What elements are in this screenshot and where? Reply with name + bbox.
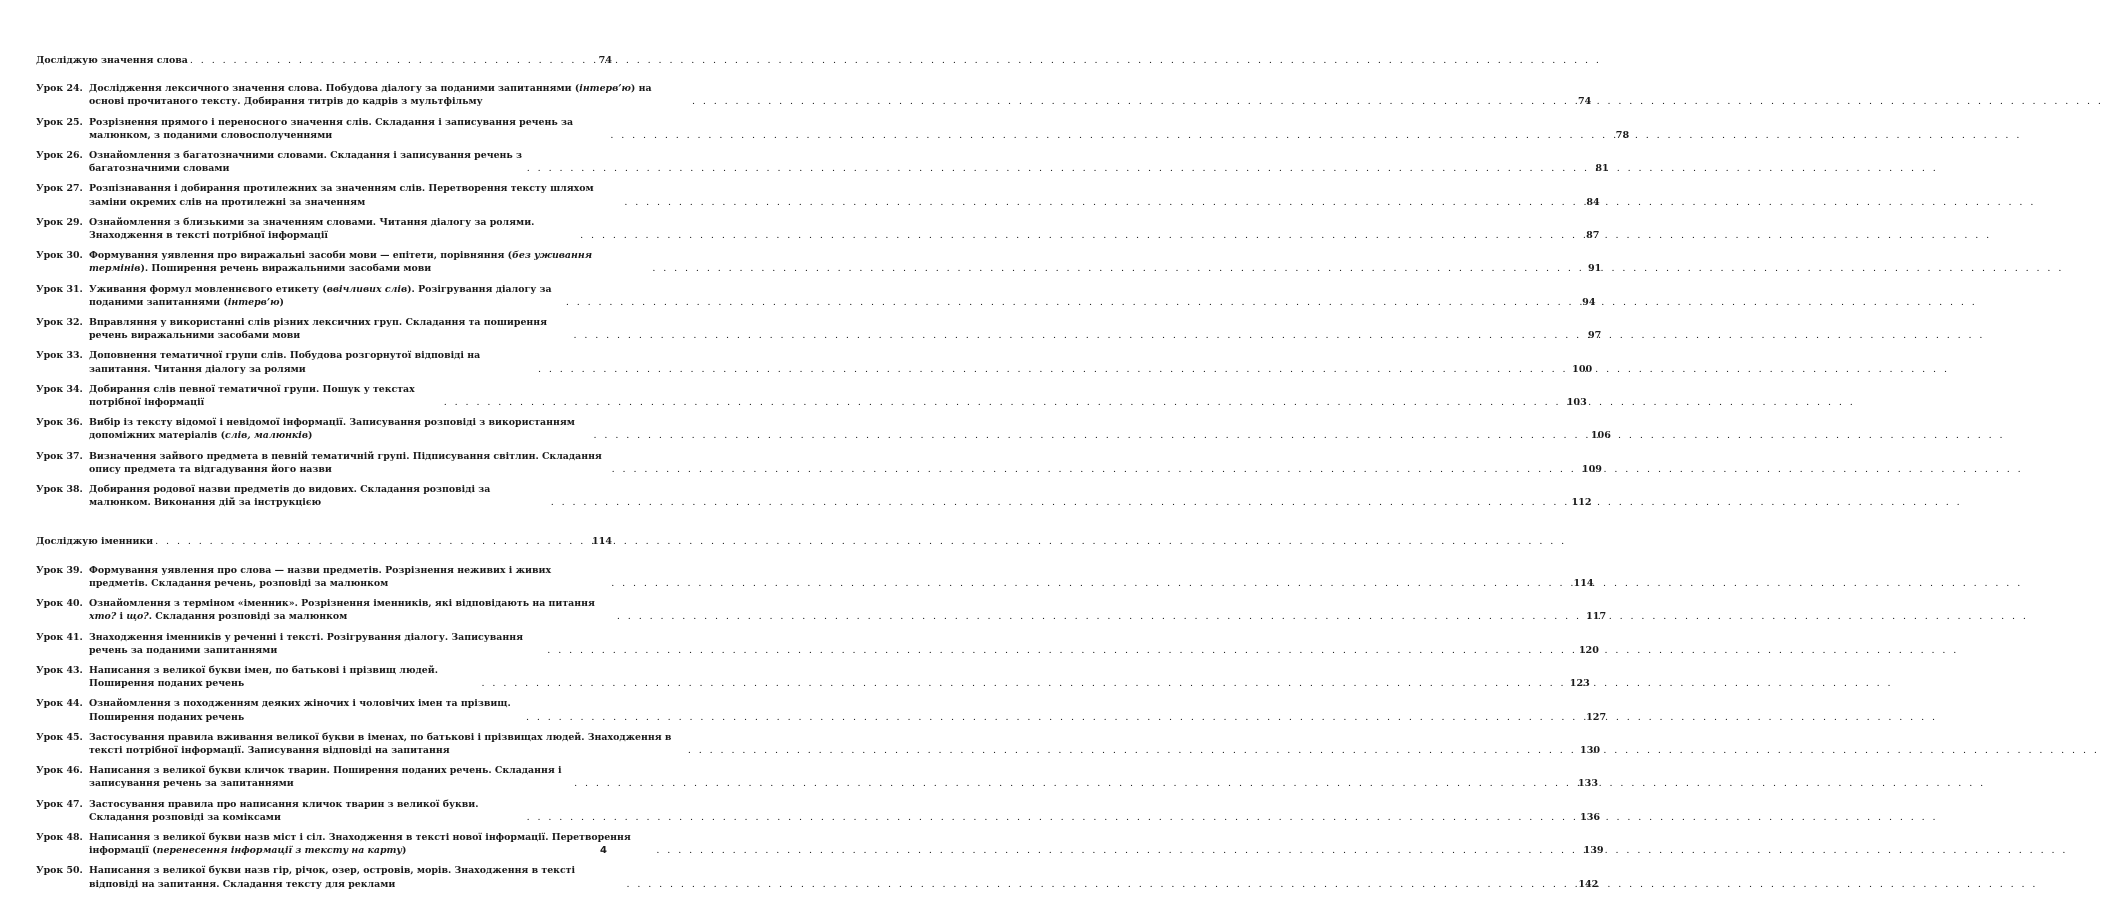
lesson-page: 81 xyxy=(1595,163,1609,175)
toc-entry xyxy=(36,764,1598,790)
lesson-page: 120 xyxy=(1578,644,1599,656)
dot-leader xyxy=(551,496,1570,509)
dot-leader xyxy=(527,811,1578,824)
lesson-page: 103 xyxy=(1566,397,1587,409)
lesson-title-part: Формування уявлення про слова — назви предметів. Розрізнення неживих і живих предметів. Складання речень, розповіді за малюнком xyxy=(89,564,552,589)
lesson-title xyxy=(89,697,524,723)
lesson-number: Урок 26. xyxy=(36,150,83,162)
toc-entry xyxy=(36,349,1593,375)
toc-entry xyxy=(36,483,1592,509)
toc-entry xyxy=(36,383,1587,409)
section-title: Досліджую іменники xyxy=(36,536,154,548)
lesson-page: 78 xyxy=(1615,129,1630,141)
lesson-title xyxy=(89,831,654,857)
dot-leader xyxy=(444,396,1565,409)
toc-entry xyxy=(36,316,1602,342)
lesson-number: Урок 44. xyxy=(36,698,83,710)
lesson-page: 97 xyxy=(1587,330,1602,342)
toc-entry xyxy=(36,831,1604,857)
lesson-title xyxy=(89,864,624,890)
lesson-number: Урок 36. xyxy=(36,417,83,429)
lesson-title-part: Добирання родової назви предметів до видових. Складання розповіді за малюнком. Виконання дій за інструкцією xyxy=(89,484,491,509)
lesson-title-italic: без уживання термінів xyxy=(89,250,593,275)
lesson-page: 142 xyxy=(1578,878,1599,890)
lesson-title-part: Написання з великої букви кличок тварин. Поширення поданих речень. Складання і записування речень за запитаннями xyxy=(89,765,562,790)
lesson-title xyxy=(89,149,525,175)
dot-leader xyxy=(482,677,1568,690)
lesson-title-part: ). Поширення речень виражальними засобами мови xyxy=(140,263,432,275)
dot-leader xyxy=(594,429,1589,442)
table-of-contents xyxy=(36,54,1630,898)
lesson-page: 87 xyxy=(1586,230,1600,242)
dot-leader xyxy=(574,777,1576,790)
lesson-page: 139 xyxy=(1583,845,1604,857)
lesson-title xyxy=(89,249,650,275)
toc-entry xyxy=(36,864,1599,890)
lesson-page: 130 xyxy=(1580,744,1601,756)
lesson-title-part: Ознайомлення з терміном «іменник». Розрізнення іменників, які відповідають на питання xyxy=(89,598,595,610)
lesson-page: 136 xyxy=(1580,811,1601,823)
lesson-title xyxy=(89,731,686,757)
lesson-title xyxy=(89,416,592,442)
lesson-title-part: Написання з великої букви назв міст і сіл. Знаходження в тексті нової інформації. Перетворення інформації ( xyxy=(89,831,631,857)
lesson-page: 106 xyxy=(1590,430,1611,442)
toc-entry xyxy=(36,450,1602,476)
lesson-title-part: Розпізнавання і добирання протилежних за значенням слів. Перетворення тексту шляхом заміни окремих слів на протилежні за значенням xyxy=(89,183,594,208)
section-title: Досліджую значення слова xyxy=(36,55,188,66)
lesson-title xyxy=(89,283,564,309)
lesson-title-part: Доповнення тематичної групи слів. Побудова розгорнутої відповіді на запитання. Читання діалогу за ролями xyxy=(89,350,481,375)
lesson-title xyxy=(89,798,525,824)
lesson-title-italic: що? xyxy=(126,611,149,623)
lesson-page: 114 xyxy=(1573,577,1594,589)
dot-leader xyxy=(626,878,1576,891)
lesson-title-italic: перенесення інформації з тексту на карту xyxy=(156,845,403,857)
dot-leader xyxy=(547,644,1577,657)
lesson-title-italic: інтерв’ю xyxy=(579,83,631,95)
lesson-title-part: ) на основі прочитаного тексту. Добирання титрів до кадрів з мультфільму xyxy=(89,83,652,108)
dot-leader xyxy=(656,844,1581,857)
lesson-page: 100 xyxy=(1572,363,1593,375)
lesson-title xyxy=(89,564,609,590)
lesson-page: 112 xyxy=(1571,497,1592,509)
toc-entry xyxy=(36,249,1602,275)
lesson-title-italic: хто? xyxy=(89,611,117,623)
dot-leader xyxy=(580,229,1584,242)
lesson-title-part: Вибір із тексту відомої і невідомої інформації. Записування розповіді з використанням допоміжних матеріалів ( xyxy=(89,417,575,442)
lesson-number: Урок 34. xyxy=(36,383,83,395)
lesson-number: Урок 39. xyxy=(36,564,83,576)
lesson-title xyxy=(89,450,610,476)
lesson-number: Урок 45. xyxy=(36,731,83,743)
dot-leader xyxy=(566,296,1580,309)
lesson-title xyxy=(89,182,622,208)
lesson-page: 91 xyxy=(1587,263,1602,275)
lesson-page: 94 xyxy=(1582,296,1596,308)
lesson-page: 117 xyxy=(1586,611,1607,623)
lesson-title xyxy=(89,631,545,657)
lesson-title-part: Ознайомлення з багатозначними словами. Складання і записування речень з багатозначними словами xyxy=(89,150,523,175)
lesson-title xyxy=(89,764,572,790)
toc-entry xyxy=(36,182,1600,208)
dot-leader xyxy=(617,610,1584,623)
lesson-title-italic: інтерв’ю xyxy=(227,296,280,308)
lesson-title-part: ) xyxy=(279,296,284,308)
lesson-number: Урок 38. xyxy=(36,484,83,496)
lesson-number: Урок 37. xyxy=(36,450,83,462)
lesson-title-part: Ознайомлення з походженням деяких жіночих і чоловічих імен та прізвищ. Поширення поданих речень xyxy=(89,698,511,723)
toc-entry xyxy=(36,82,1592,108)
lesson-number: Урок 30. xyxy=(36,250,83,262)
lesson-page: 123 xyxy=(1569,678,1590,690)
lesson-number: Урок 29. xyxy=(36,216,83,228)
dot-leader xyxy=(190,54,597,67)
lesson-number: Урок 48. xyxy=(36,831,83,843)
toc-entry xyxy=(36,116,1630,142)
lesson-page: 84 xyxy=(1586,196,1600,208)
lesson-title-part: ) xyxy=(307,430,313,442)
toc-entry xyxy=(36,149,1609,175)
lesson-title-italic: ввічливих слів xyxy=(326,283,408,295)
lesson-number: Урок 31. xyxy=(36,283,83,295)
lesson-number: Урок 27. xyxy=(36,183,83,195)
dot-leader xyxy=(155,535,590,548)
lesson-title-part: Застосування правила про написання кличок тварин з великої букви. Складання розповіді за коміксами xyxy=(89,798,479,823)
lesson-number: Урок 46. xyxy=(36,765,83,777)
lesson-number: Урок 47. xyxy=(36,798,83,810)
toc-entry xyxy=(36,798,1601,824)
toc-entry xyxy=(36,697,1607,723)
lesson-title xyxy=(89,664,480,690)
lesson-title-part: Вправляння у використанні слів різних лексичних груп. Складання та поширення речень виражальними засобами мови xyxy=(89,317,548,342)
dot-leader xyxy=(612,463,1580,476)
lesson-title xyxy=(89,216,578,242)
lesson-title-part: і xyxy=(116,611,127,623)
lesson-title-part: Визначення зайвого предмета в певній тематичній групі. Підписування світлин. Складання опису предмета та відгадування його назви xyxy=(89,450,602,475)
lesson-number: Урок 33. xyxy=(36,350,83,362)
toc-entry xyxy=(36,731,1601,757)
dot-leader xyxy=(527,162,1594,175)
dot-leader xyxy=(526,711,1584,724)
lesson-title xyxy=(89,82,690,108)
section-page: 114 xyxy=(591,536,612,548)
lesson-title xyxy=(89,597,615,623)
toc-entry xyxy=(36,664,1590,690)
lesson-title xyxy=(89,116,608,142)
lesson-number: Урок 25. xyxy=(36,116,83,128)
lesson-title-italic: слів, малюнків xyxy=(225,430,308,442)
dot-leader xyxy=(688,744,1578,757)
dot-leader xyxy=(624,196,1584,209)
page-number: 4 xyxy=(600,845,607,856)
lesson-title-part: Добирання слів певної тематичної групи. Пошук у текстах потрібної інформації xyxy=(89,383,415,409)
section-heading xyxy=(36,54,612,67)
dot-leader xyxy=(610,129,1613,142)
toc-entry xyxy=(36,631,1599,657)
dot-leader xyxy=(573,329,1586,342)
lesson-number: Урок 24. xyxy=(36,83,83,95)
lesson-title-part: Написання з великої букви назв гір, річок, озер, островів, морів. Знаходження в тексті відповіді на запитання. Складання тексту для реклами xyxy=(89,865,576,890)
lesson-title-part: ). Розігрування діалогу за поданими запитаннями ( xyxy=(89,283,552,308)
dot-leader xyxy=(692,95,1576,108)
lesson-number: Урок 43. xyxy=(36,664,83,676)
lesson-page: 74 xyxy=(1577,96,1592,108)
lesson-title-part: Застосування правила вживання великої букви в іменах, по батькові і прізвищах людей. Знаходження в тексті потрібної інформації. Записування відповіді на запитання xyxy=(89,731,672,756)
lesson-title-part: Дослідження лексичного значення слова. Побудова діалогу за поданими запитаннями ( xyxy=(89,83,580,95)
toc-entry xyxy=(36,597,1607,623)
lesson-number: Урок 41. xyxy=(36,631,83,643)
dot-leader xyxy=(538,363,1570,376)
toc-entry xyxy=(36,283,1596,309)
section-page: 74 xyxy=(598,55,612,66)
lesson-title-part: Ознайомлення з близькими за значенням словами. Читання діалогу за ролями. Знаходження в тексті потрібної інформації xyxy=(89,216,535,242)
lesson-title xyxy=(89,483,549,509)
lesson-title-part: Уживання формул мовленнєвого етикету ( xyxy=(89,283,327,295)
dot-leader xyxy=(611,577,1571,590)
section-heading xyxy=(36,535,612,548)
lesson-title-part: Формування уявлення про виражальні засоби мови — епітети, порівняння ( xyxy=(89,250,513,262)
lesson-title-part: Написання з великої букви імен, по батькові і прізвищ людей. Поширення поданих речень xyxy=(89,664,438,690)
lesson-page: 109 xyxy=(1581,463,1602,475)
lesson-title-part: . Складання розповіді за малюнком xyxy=(148,611,348,623)
toc-entry xyxy=(36,564,1594,590)
toc-entry xyxy=(36,216,1600,242)
lesson-title xyxy=(89,316,571,342)
lesson-title xyxy=(89,349,536,375)
toc-entry xyxy=(36,416,1611,442)
lesson-number: Урок 40. xyxy=(36,598,83,610)
dot-leader xyxy=(652,262,1586,275)
lesson-number: Урок 50. xyxy=(36,865,83,877)
lesson-title xyxy=(89,383,442,409)
lesson-title-part: Розрізнення прямого і переносного значення слів. Складання і записування речень за малюнком, з поданими словосполученнями xyxy=(89,116,574,141)
lesson-number: Урок 32. xyxy=(36,317,83,329)
lesson-page: 133 xyxy=(1577,778,1598,790)
lesson-page: 127 xyxy=(1586,711,1607,723)
lesson-title-part: Знаходження іменників у реченні і тексті. Розігрування діалогу. Записування речень за поданими запитаннями xyxy=(89,631,523,656)
lesson-title-part: ) xyxy=(402,845,407,857)
